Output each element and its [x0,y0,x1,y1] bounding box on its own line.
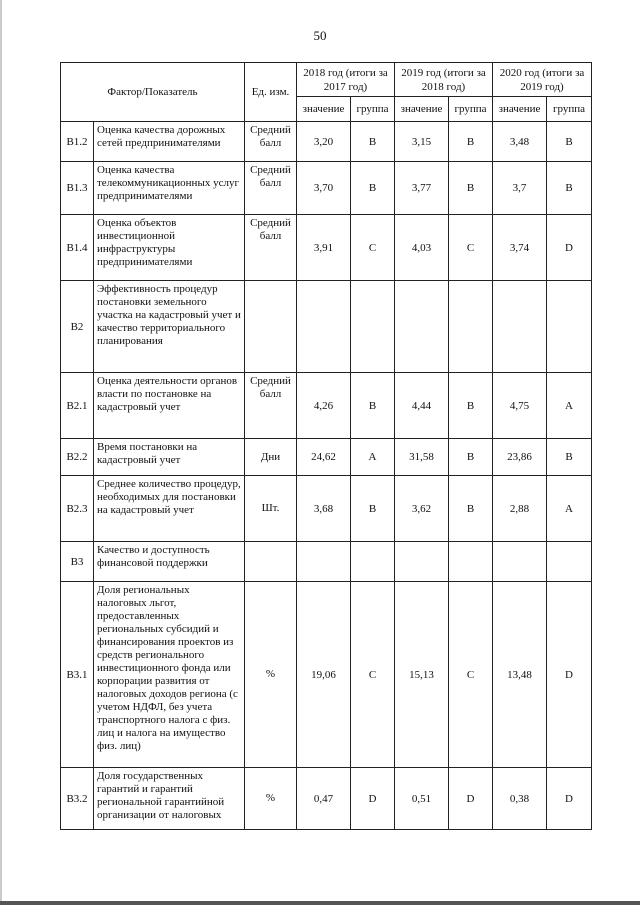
group-2018: C [351,215,395,281]
group-2018: B [351,122,395,162]
group-2020: B [547,162,592,215]
page-number: 50 [313,28,327,43]
group-2019 [449,542,493,582]
value-2019: 4,44 [395,373,449,439]
value-2019: 4,03 [395,215,449,281]
value-2020: 0,38 [493,768,547,830]
row-code: B2 [61,281,94,373]
group-2020: B [547,439,592,476]
value-2018: 0,47 [297,768,351,830]
table-row [61,582,592,768]
row-name: Среднее количество процедур, необходимых для постановки на кадастровый учет [94,476,245,542]
row-code: B3.2 [61,768,94,830]
scan-edge [0,0,2,905]
header-unit: Ед. изм. [245,63,297,122]
row-code: B1.4 [61,215,94,281]
value-2018: 3,91 [297,215,351,281]
row-name: Доля государственных гарантий и гарантий региональной гарантийной организации от налоговых [94,768,245,830]
row-unit: Средний балл [245,122,297,162]
row-unit: Дни [245,439,297,476]
value-2018: 3,70 [297,162,351,215]
group-2020: D [547,215,592,281]
header-group-2018: группа [351,97,395,122]
row-code: B2.1 [61,373,94,439]
header-year-2018: 2018 год (итоги за 2017 год) [297,63,395,97]
group-2019: B [449,122,493,162]
value-2020: 23,86 [493,439,547,476]
row-name: Оценка объектов инвестиционной инфраструктуры предпринимателями [94,215,245,281]
group-2018: B [351,373,395,439]
table-row [61,215,592,281]
scan-bottom-edge [0,901,640,905]
header-value-2019: значение [395,97,449,122]
group-2020: B [547,122,592,162]
table-row [61,122,592,162]
value-2019: 3,15 [395,122,449,162]
value-2018 [297,542,351,582]
header-value-2020: значение [493,97,547,122]
value-2020 [493,542,547,582]
value-2019: 3,62 [395,476,449,542]
group-2019: B [449,476,493,542]
value-2019: 3,77 [395,162,449,215]
indicator-table [60,62,592,830]
group-2019: D [449,768,493,830]
group-2018: B [351,476,395,542]
group-2018: A [351,439,395,476]
row-unit [245,542,297,582]
value-2019 [395,281,449,373]
table-row [61,768,592,830]
group-2019: B [449,439,493,476]
table-row [61,373,592,439]
row-code: B3 [61,542,94,582]
value-2019: 31,58 [395,439,449,476]
group-2019 [449,281,493,373]
group-2020 [547,281,592,373]
value-2020: 3,48 [493,122,547,162]
group-2019: B [449,373,493,439]
table-row [61,162,592,215]
table-row [61,281,592,373]
group-2018: C [351,582,395,768]
group-2018 [351,542,395,582]
row-unit: Средний балл [245,373,297,439]
row-unit: Средний балл [245,215,297,281]
header-value-2018: значение [297,97,351,122]
value-2020: 4,75 [493,373,547,439]
row-name: Оценка качества телекоммуникационных услуг предпринимателями [94,162,245,215]
row-unit: Шт. [245,476,297,542]
row-code: B1.3 [61,162,94,215]
table-row [61,476,592,542]
row-unit [245,281,297,373]
value-2018: 3,20 [297,122,351,162]
row-name: Время постановки на кадастровый учет [94,439,245,476]
group-2020 [547,542,592,582]
header-factor: Фактор/Показатель [61,63,245,122]
header-group-2019: группа [449,97,493,122]
value-2018: 19,06 [297,582,351,768]
value-2020: 3,74 [493,215,547,281]
group-2020: A [547,476,592,542]
row-code: B1.2 [61,122,94,162]
header-year-2020: 2020 год (итоги за 2019 год) [493,63,592,97]
row-name: Качество и доступность финансовой поддержки [94,542,245,582]
header-group-2020: группа [547,97,592,122]
header-year-2019: 2019 год (итоги за 2018 год) [395,63,493,97]
group-2019: C [449,215,493,281]
row-unit: Средний балл [245,162,297,215]
group-2020: D [547,768,592,830]
group-2019: C [449,582,493,768]
group-2020: D [547,582,592,768]
row-name: Эффективность процедур постановки земельного участка на кадастровый учет и качество территориального планирования [94,281,245,373]
value-2020: 3,7 [493,162,547,215]
value-2019 [395,542,449,582]
row-name: Доля региональных налоговых льгот, предоставленных региональных субсидий и финансирования проектов из средств регионального инвестиционного фонда или корпорации развития от налоговых доходов региона (с учетом НДФЛ, без учета транспортного налога с физ. лиц и налога на имущество физ. лиц) [94,582,245,768]
group-2020: A [547,373,592,439]
row-name: Оценка деятельности органов власти по постановке на кадастровый учет [94,373,245,439]
value-2020: 2,88 [493,476,547,542]
row-name: Оценка качества дорожных сетей предпринимателями [94,122,245,162]
value-2018: 3,68 [297,476,351,542]
row-unit: % [245,768,297,830]
group-2018 [351,281,395,373]
row-code: B3.1 [61,582,94,768]
value-2019: 15,13 [395,582,449,768]
value-2018 [297,281,351,373]
value-2018: 4,26 [297,373,351,439]
row-unit: % [245,582,297,768]
value-2019: 0,51 [395,768,449,830]
value-2020: 13,48 [493,582,547,768]
row-code: B2.2 [61,439,94,476]
row-code: B2.3 [61,476,94,542]
value-2020 [493,281,547,373]
group-2018: B [351,162,395,215]
group-2018: D [351,768,395,830]
table-row [61,439,592,476]
value-2018: 24,62 [297,439,351,476]
group-2019: B [449,162,493,215]
table-row [61,542,592,582]
